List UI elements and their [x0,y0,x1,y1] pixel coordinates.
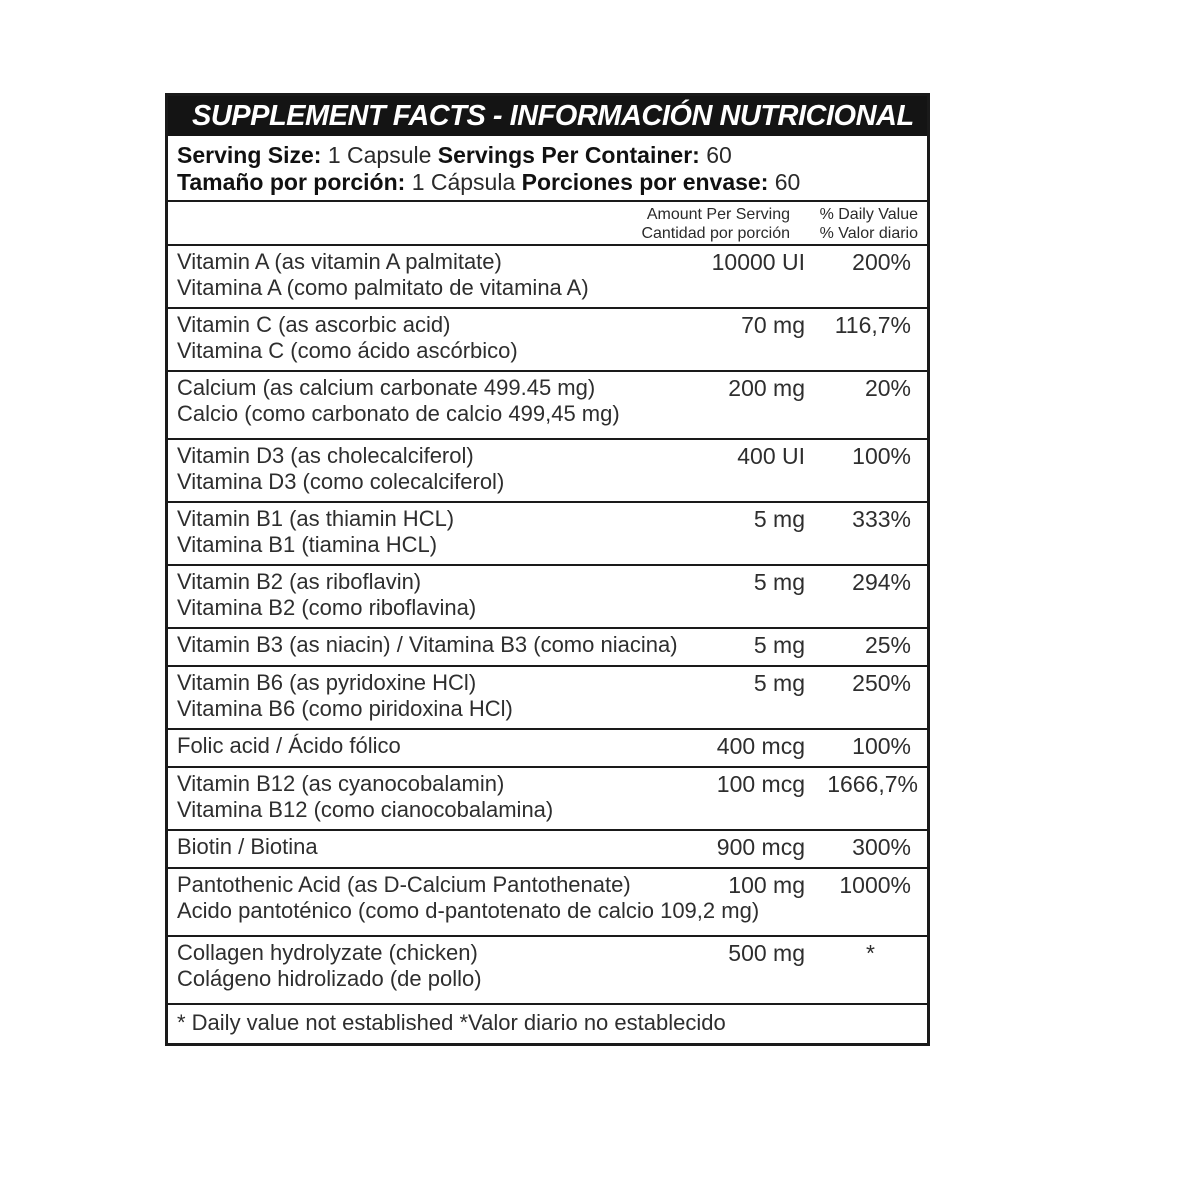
amount-header-es: Cantidad por porción [641,225,790,242]
nutrient-name-es: Calcio (como carbonato de calcio 499,45 mg) [177,401,620,426]
daily-value-column-header [820,205,918,243]
nutrient-name-en: Vitamin B2 (as riboflavin) [177,569,422,594]
serving-line-en [177,142,927,169]
nutrient-amount: 10000 UI [711,249,805,275]
table-row [168,309,927,372]
nutrient-name: Vitamin B3 (as niacin) / Vitamina B3 (como niacina) [177,632,678,657]
dv-header-en: % Daily Value [819,206,918,223]
nutrient-name [177,771,553,823]
nutrient-daily-value: 100% [852,733,911,759]
nutrient-amount: 100 mcg [716,771,805,797]
table-row [168,372,927,440]
table-row [168,667,927,730]
nutrient-name-es: Vitamina B12 (como cianocobalamina) [177,797,554,822]
amount-header-en: Amount Per Serving [646,206,790,223]
nutrient-daily-value: 100% [852,443,911,469]
nutrient-daily-value: 116,7% [834,312,911,338]
nutrient-daily-value: 20% [864,375,911,401]
table-row [168,629,927,667]
nutrient-amount: 70 mg [741,312,805,338]
nutrient-amount: 900 mcg [716,834,805,860]
nutrient-name [177,872,759,924]
nutrient-daily-value: 25% [864,632,911,658]
nutrient-name [177,569,476,621]
serving-info [168,136,927,202]
nutrient-amount: 5 mg [753,632,805,658]
nutrient-name-en: Vitamin A (as vitamin A palmitate) [177,249,502,274]
table-row [168,246,927,309]
table-row [168,440,927,503]
nutrient-name-en: Vitamin B1 (as thiamin HCL) [177,506,455,531]
nutrient-name [177,443,504,495]
table-row [168,768,927,831]
nutrient-daily-value: * [866,940,875,966]
nutrient-daily-value: 200% [852,249,911,275]
nutrient-amount: 400 mcg [716,733,805,759]
table-row [168,730,927,768]
nutrient-name-en: Collagen hydrolyzate (chicken) [177,940,478,965]
table-row [168,566,927,629]
nutrient-name [177,670,513,722]
table-row [168,937,927,1005]
nutrient-amount: 5 mg [753,569,805,595]
nutrient-amount: 100 mg [728,872,805,898]
dv-header-es: % Valor diario [819,225,918,242]
nutrient-amount: 500 mg [728,940,805,966]
nutrient-name-es: Colágeno hidrolizado (de pollo) [177,966,482,991]
table-row [168,503,927,566]
servings-per-container-label: Servings Per Container: [437,142,700,168]
nutrient-name-es: Vitamina C (como ácido ascórbico) [177,338,518,363]
porciones-envase-label: Porciones por envase: [521,169,769,195]
tamano-porcion-value: 1 Cápsula [411,169,516,195]
nutrient-name [177,940,482,992]
amount-column-header [641,205,790,243]
tamano-porcion-label: Tamaño por porción: [177,169,406,195]
nutrient-name-en: Vitamin B12 (as cyanocobalamin) [177,771,505,796]
nutrient-daily-value: 1000% [839,872,911,898]
nutrient-name-en: Calcium (as calcium carbonate 499.45 mg) [177,375,596,400]
nutrient-name-es: Vitamina B2 (como riboflavina) [177,595,477,620]
table-row [168,869,927,937]
nutrient-name [177,249,589,301]
supplement-facts-panel [165,93,930,1046]
nutrient-name-en: Vitamin D3 (as cholecalciferol) [177,443,474,468]
nutrient-name-en: Pantothenic Acid (as D-Calcium Pantothenate) [177,872,631,897]
panel-title: SUPPLEMENT FACTS - INFORMACIÓN NUTRICIONAL [168,96,927,136]
nutrient-daily-value: 250% [852,670,911,696]
nutrient-name-es: Vitamina B6 (como piridoxina HCl) [177,696,513,721]
nutrient-daily-value: 294% [852,569,911,595]
nutrient-name [177,506,454,558]
footnote: * Daily value not established *Valor diario no establecido [177,1010,726,1035]
nutrient-name-es: Vitamina D3 (como colecalciferol) [177,469,505,494]
nutrient-daily-value: 1666,7% [827,771,918,797]
serving-size-value: 1 Capsule [327,142,432,168]
column-headers [168,202,927,246]
serving-size-label: Serving Size: [177,142,322,168]
table-row [168,831,927,869]
nutrient-name-es: Vitamina B1 (tiamina HCL) [177,532,438,557]
nutrient-amount: 200 mg [728,375,805,401]
nutrient-name-es: Acido pantoténico (como d-pantotenato de calcio 109,2 mg) [177,898,760,923]
nutrient-name-es: Vitamina A (como palmitato de vitamina A) [177,275,589,300]
nutrient-daily-value: 300% [852,834,911,860]
nutrient-amount: 5 mg [753,670,805,696]
nutrient-name: Folic acid / Ácido fólico [177,733,401,758]
nutrient-name-en: Vitamin C (as ascorbic acid) [177,312,451,337]
nutrient-amount: 400 UI [737,443,805,469]
nutrient-name [177,375,620,427]
nutrient-name [177,312,518,364]
nutrient-name: Biotin / Biotina [177,834,318,859]
serving-line-es [177,169,927,196]
porciones-envase-value: 60 [774,169,801,195]
nutrient-daily-value: 333% [852,506,911,532]
nutrient-name-en: Vitamin B6 (as pyridoxine HCl) [177,670,477,695]
servings-per-container-value: 60 [706,142,732,168]
nutrient-amount: 5 mg [753,506,805,532]
